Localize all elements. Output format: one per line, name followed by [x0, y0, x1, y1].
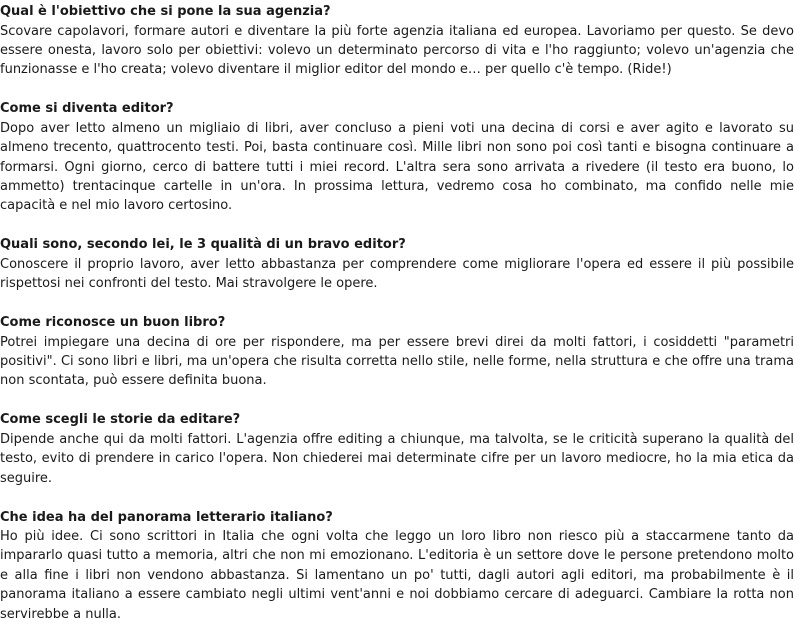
qa-item — [0, 508, 794, 624]
answer-paragraph: Conoscere il proprio lavoro, aver letto abbastanza per comprendere come migliorare l'opera ed essere il più possibile rispettosi nei confronti del testo. Mai stravolgere le opere. — [0, 255, 794, 294]
qa-item — [0, 235, 794, 293]
qa-item — [0, 410, 794, 488]
question-heading: Quali sono, secondo lei, le 3 qualità di un bravo editor? — [0, 235, 794, 255]
question-heading: Qual è l'obiettivo che si pone la sua agenzia? — [0, 2, 794, 22]
question-heading: Come scegli le storie da editare? — [0, 410, 794, 430]
answer-paragraph: Potrei impiegare una decina di ore per rispondere, ma per essere brevi direi da molti fattori, i cosiddetti "parametri positivi". Ci sono libri e libri, ma un'opera che risulta corretta nello stile, nelle forme, nella struttura e che offre una trama non scontata, può essere definita buona. — [0, 333, 794, 391]
question-heading: Come riconosce un buon libro? — [0, 313, 794, 333]
answer-paragraph: Dopo aver letto almeno un migliaio di libri, aver concluso a pieni voti una decina di corsi e aver agito e lavorato su almeno trecento, quattrocento testi. Poi, basta continuare così. Mille libri non sono poi così tanti e bisogna continuare a formarsi. Ogni giorno, cerco di battere tutti i miei record. L'altra sera sono arrivata a rivedere (il testo era buono, lo ammetto) trentacinque cartelle in un'ora. In prossima lettura, vedremo cosa ho combinato, ma confido nelle mie capacità e nel mio lavoro certosino. — [0, 119, 794, 216]
question-heading: Che idea ha del panorama letterario italiano? — [0, 508, 794, 528]
qa-item — [0, 313, 794, 391]
qa-item — [0, 2, 794, 80]
answer-paragraph: Dipende anche qui da molti fattori. L'agenzia offre editing a chiunque, ma talvolta, se le criticità superano la qualità del testo, evito di prendere in carico l'opera. Non chiederei mai determinate cifre per un lavoro mediocre, ho la mia etica da seguire. — [0, 430, 794, 488]
answer-paragraph: Scovare capolavori, formare autori e diventare la più forte agenzia italiana ed europea. Lavoriamo per questo. Se devo essere onesta, lavoro solo per obiettivi: volevo un determinato percorso di vita e l'ho raggiunto; volevo un'agenzia che funzionasse e l'ho creata; volevo diventare il miglior editor del mondo e… per quello c'è tempo. (Ride!) — [0, 22, 794, 80]
question-heading: Come si diventa editor? — [0, 99, 794, 119]
answer-paragraph: Ho più idee. Ci sono scrittori in Italia che ogni volta che leggo un loro libro non riesco più a staccarmene tanto da impararlo quasi tutto a memoria, altri che non mi emozionano. L'editoria è un settore dove le persone pretendono molto e alla fine i libri non vendono abbastanza. Si lamentano un po' tutti, dagli autori agli editori, ma probabilmente è il panorama italiano a essere cambiato negli ultimi vent'anni e noi dobbiamo cercare di adeguarci. Cambiare la rotta non servirebbe a nulla. — [0, 527, 794, 624]
qa-item — [0, 99, 794, 216]
